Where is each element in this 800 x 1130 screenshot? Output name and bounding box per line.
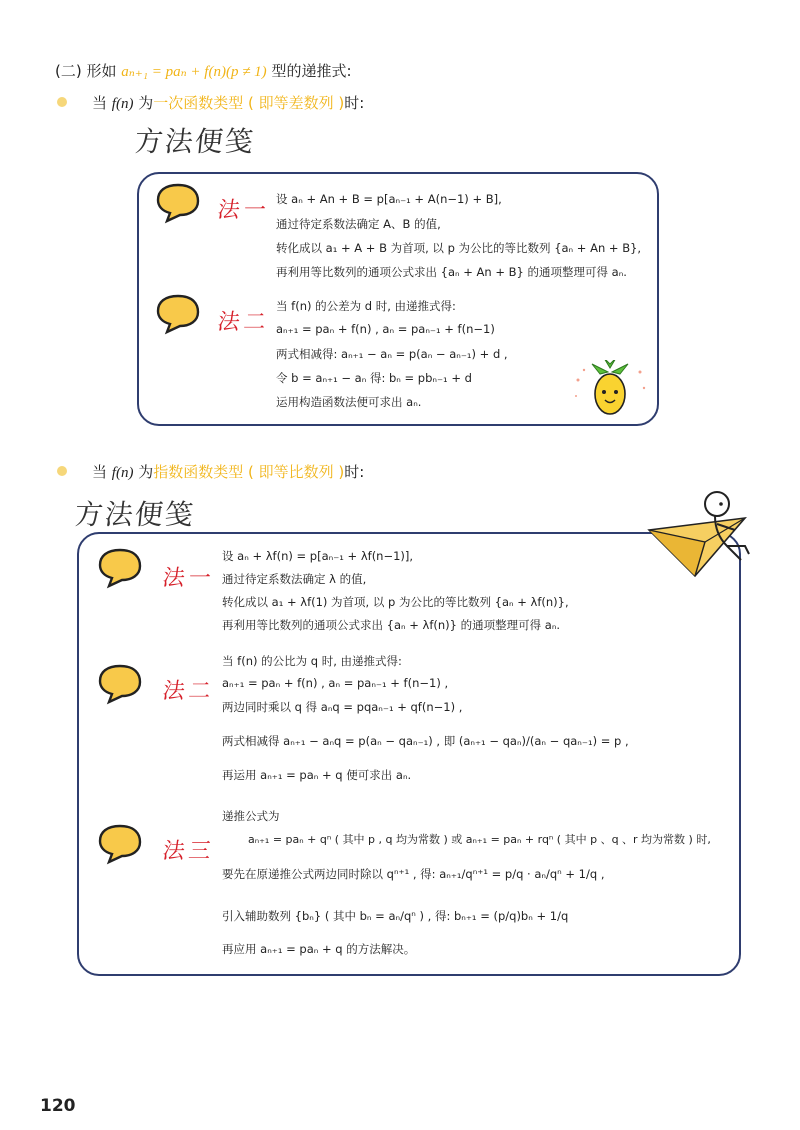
part2-title: 方法便笺 [73, 498, 197, 531]
method-line: 令 b = aₙ₊₁ − aₙ 得: bₙ = pbₙ₋₁ + d [276, 371, 472, 385]
part1-fn: f(n) [111, 96, 134, 112]
method-line: 设 aₙ + λf(n) = p[aₙ₋₁ + λf(n−1)], [222, 549, 414, 563]
heading-suffix: 型的递推式: [271, 62, 352, 80]
page-number: 120 [40, 1096, 76, 1116]
method-line: 当 f(n) 的公差为 d 时, 由递推式得: [276, 299, 456, 313]
part2-type: 指数函数类型 ( 即等比数列 ) [153, 463, 345, 481]
method-line: aₙ₊₁ = paₙ + f(n) , aₙ = paₙ₋₁ + f(n−1) [276, 322, 495, 336]
method-line: aₙ₊₁ = paₙ + qⁿ ( 其中 p , q 均为常数 ) 或 aₙ₊₁ = paₙ + rqⁿ ( 其中 p 、q 、r 均为常数 ) 时, [248, 833, 711, 846]
method-label: 法一 [215, 198, 272, 223]
method-line: 递推公式为 [222, 809, 280, 823]
method-line: 两边同时乘以 q 得 aₙq = pqaₙ₋₁ + qf(n−1) , [222, 700, 463, 714]
part2-mid: 为 [138, 463, 154, 481]
method-line: 再运用 aₙ₊₁ = paₙ + q 便可求出 aₙ. [222, 768, 412, 782]
method-line: 转化成以 a₁ + λf(1) 为首项, 以 p 为公比的等比数列 {aₙ + λf(n)}, [222, 595, 569, 609]
method-label: 法一 [160, 566, 217, 591]
method-line: 两式相减得: aₙ₊₁ − aₙ = p(aₙ − aₙ₋₁) + d , [276, 347, 508, 361]
speech-bubble-icon [97, 547, 143, 589]
method-label: 法二 [215, 310, 272, 335]
part2-heading [92, 461, 364, 482]
method-line: 再应用 aₙ₊₁ = paₙ + q 的方法解决。 [222, 942, 416, 956]
method-line: 当 f(n) 的公比为 q 时, 由递推式得: [222, 654, 402, 668]
section-heading [55, 60, 352, 81]
part1-lead: 当 [92, 94, 108, 112]
part1-mid: 为 [138, 94, 154, 112]
part2-fn: f(n) [111, 465, 134, 481]
method-line: 再利用等比数列的通项公式求出 {aₙ + λf(n)} 的通项整理可得 aₙ. [222, 618, 561, 632]
method-line: 运用构造函数法便可求出 aₙ. [276, 395, 422, 409]
part1-heading [92, 92, 364, 113]
part1-title: 方法便笺 [133, 125, 257, 158]
method-line: 转化成以 a₁ + A + B 为首项, 以 p 为公比的等比数列 {aₙ + An + B}, [276, 241, 642, 255]
pineapple-mascot-icon [570, 360, 650, 420]
bullet-dot [57, 466, 67, 476]
speech-bubble-icon [97, 663, 143, 705]
part2-lead: 当 [92, 463, 108, 481]
speech-bubble-icon [97, 823, 143, 865]
method-line: aₙ₊₁ = paₙ + f(n) , aₙ = paₙ₋₁ + f(n−1) , [222, 676, 449, 690]
heading-formula: aₙ₊₁ = paₙ + f(n)(p ≠ 1) [121, 64, 267, 80]
method-line: 通过待定系数法确定 A、B 的值, [276, 217, 441, 231]
part1-tail: 时: [344, 94, 365, 112]
heading-prefix: (二) 形如 [55, 62, 117, 80]
paper-plane-mascot-icon [645, 490, 755, 580]
method-label: 法三 [160, 839, 217, 864]
speech-bubble-icon [155, 293, 201, 335]
method-line: 要先在原递推公式两边同时除以 qⁿ⁺¹ , 得: aₙ₊₁/qⁿ⁺¹ = p/q · aₙ/qⁿ + 1/q , [222, 867, 605, 881]
method-line: 通过待定系数法确定 λ 的值, [222, 572, 367, 586]
bullet-dot [57, 97, 67, 107]
speech-bubble-icon [155, 182, 201, 224]
method-label: 法二 [160, 679, 217, 704]
part1-type: 一次函数类型 ( 即等差数列 ) [153, 94, 345, 112]
method-line: 引入辅助数列 {bₙ} ( 其中 bₙ = aₙ/qⁿ ) , 得: bₙ₊₁ = (p/q)bₙ + 1/q [222, 909, 569, 923]
method-line: 再利用等比数列的通项公式求出 {aₙ + An + B} 的通项整理可得 aₙ. [276, 265, 627, 279]
part2-tail: 时: [344, 463, 365, 481]
method-line: 两式相减得 aₙ₊₁ − aₙq = p(aₙ − qaₙ₋₁) , 即 (aₙ₊₁ − qaₙ)/(aₙ − qaₙ₋₁) = p , [222, 734, 629, 748]
method-line: 设 aₙ + An + B = p[aₙ₋₁ + A(n−1) + B], [276, 192, 502, 206]
